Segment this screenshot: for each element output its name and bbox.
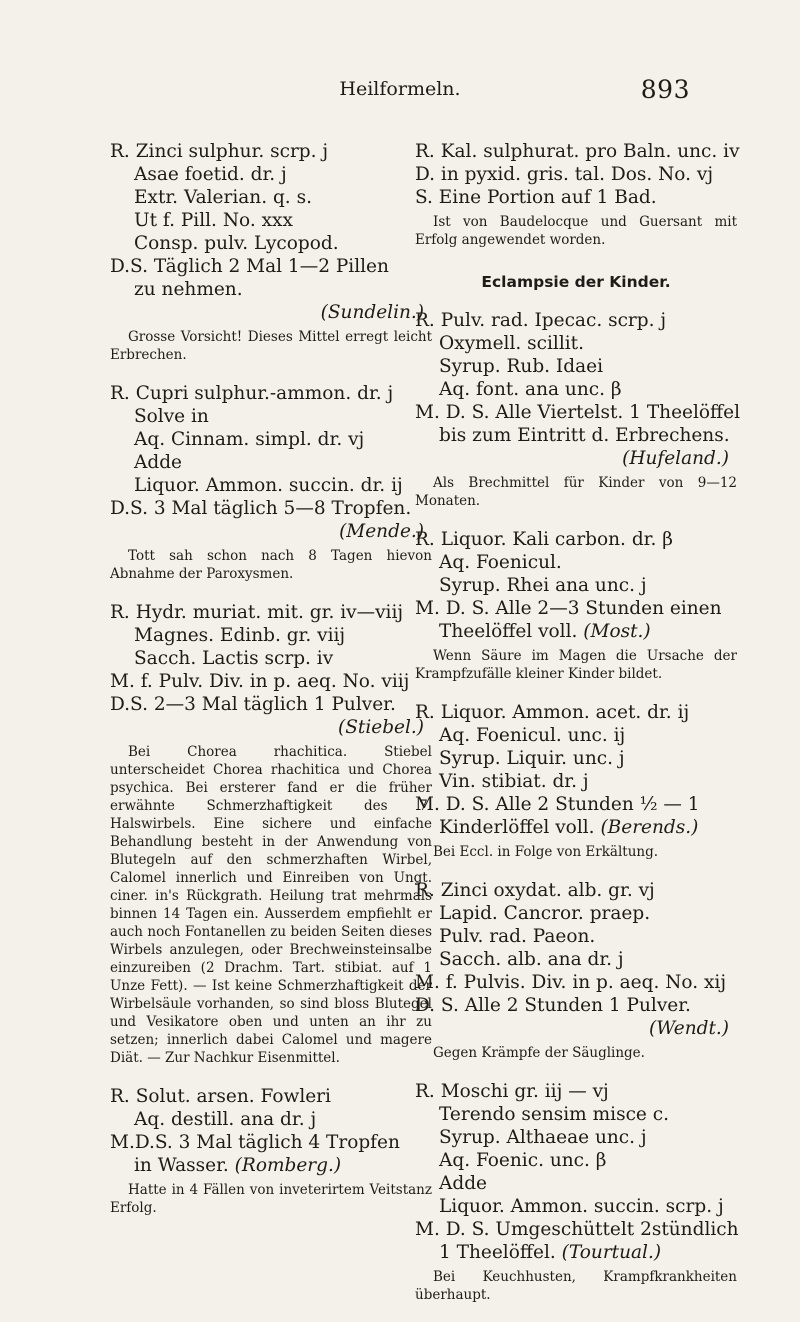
author-attribution: (Stiebel.) [338, 717, 424, 738]
prescription-line: Solve in [134, 406, 209, 427]
prescription-line: Aq. Foenicul. unc. ij [439, 725, 626, 746]
prescription-line: M. D. S. Alle 2 Stunden ½ — 1 [415, 794, 700, 815]
prescription-line: R. Moschi gr. iij — vj [415, 1081, 609, 1102]
prescription-block [110, 140, 432, 364]
prescription-block [110, 601, 432, 1067]
prescription-line: R. Kal. sulphurat. pro Baln. unc. iv [415, 141, 740, 162]
prescription-note: Gegen Krämpfe der Säuglinge. [433, 1045, 645, 1061]
prescription-line: Aq. font. ana unc. β [439, 379, 622, 400]
prescription-note: Bei Chorea rhachitica. Stiebel unterscheidet Chorea rhachitica und Chorea psychica. Bei ersterer fand er die früher erwähnte Schmerzhaftigkeit des 7. Halswirbels. Eine sichere und einfache Behandlung besteht in der Anwendung von Blutegeln auf den schmerzhaften Wirbel, Calomel innerlich und Einreiben von Ungt. ciner. in's Rückgrath. Heilung trat mehrmals binnen 14 Tagen ein. Ausserdem empfiehlt er auch noch Fontanellen zu beiden Seiten dieses Wirbels anzulegen, oder Brechweinsteinsalbe einzureiben (2 Drachm. Tart. stibiat. auf 1 Unze Fett). — Ist keine Schmerzhaftigkeit der Wirbelsäule vorhanden, so sind bloss Blutegel und Vesikatore oben und unten an ihr zu setzen; innerlich dabei Calomel und magere Diät. — Zur Nachkur Eisenmittel. [110, 744, 432, 1066]
prescription-line: Syrup. Rhei ana unc. j [439, 575, 647, 596]
prescription-line: Oxymell. scillit. [439, 333, 584, 354]
author-attribution: (Mende.) [339, 521, 424, 542]
prescription-line: R. Zinci oxydat. alb. gr. vj [415, 880, 655, 901]
author-attribution: (Most.) [583, 621, 651, 642]
prescription-line: M. D. S. Alle 2—3 Stunden einen [415, 598, 722, 619]
prescription-line: R. Hydr. muriat. mit. gr. iv—viij [110, 602, 404, 623]
prescription-line: Terendo sensim misce c. [439, 1104, 669, 1125]
prescription-note: Als Brechmittel für Kinder von 9—12 Monaten. [415, 475, 737, 509]
prescription-line: Consp. pulv. Lycopod. [134, 233, 339, 254]
prescription-line: R. Zinci sulphur. scrp. j [110, 141, 329, 162]
prescription-line: Aq. Foenic. unc. β [439, 1150, 607, 1171]
page-header [110, 75, 690, 108]
section-heading: Eclampsie der Kinder. [481, 273, 671, 291]
prescription-line: R. Solut. arsen. Fowleri [110, 1086, 331, 1107]
prescription-line: M. f. Pulv. Div. in p. aeq. No. viij [110, 671, 410, 692]
author-attribution: (Wendt.) [649, 1018, 729, 1039]
prescription-line: Magnes. Edinb. gr. viij [134, 625, 346, 646]
prescription-block [110, 382, 432, 583]
prescription-note: Ist von Baudelocque und Guersant mit Erfolg angewendet worden. [415, 214, 737, 248]
prescription-note: Tott sah schon nach 8 Tagen hievon Abnahme der Paroxysmen. [110, 548, 432, 582]
prescription-line: D. in pyxid. gris. tal. Dos. No. vj [415, 164, 714, 185]
prescription-line: D.S. 2—3 Mal täglich 1 Pulver. [110, 694, 396, 715]
prescription-note: Bei Eccl. in Folge von Erkältung. [433, 844, 659, 860]
prescription-line: R. Liquor. Ammon. acet. dr. ij [415, 702, 690, 723]
prescription-line: R. Cupri sulphur.-ammon. dr. j [110, 383, 394, 404]
prescription-line: Syrup. Althaeae unc. j [439, 1127, 647, 1148]
prescription-block [415, 701, 737, 861]
prescription-block [415, 1080, 737, 1304]
prescription-line: Sacch. alb. ana dr. j [439, 949, 624, 970]
prescription-note: Hatte in 4 Fällen von inveterirtem Veitstanz Erfolg. [110, 1182, 432, 1216]
prescription-line: Aq. Foenicul. [439, 552, 562, 573]
prescription-note: Wenn Säure im Magen die Ursache der Krampfzufälle kleiner Kinder bildet. [415, 648, 737, 682]
author-attribution: (Berends.) [600, 817, 699, 838]
prescription-line: Adde [134, 452, 182, 473]
prescription-line: R. Liquor. Kali carbon. dr. β [415, 529, 673, 550]
prescription-line: D. S. Alle 2 Stunden 1 Pulver. [415, 995, 691, 1016]
prescription-line [415, 1241, 737, 1264]
prescription-line: Pulv. rad. Paeon. [439, 926, 596, 947]
prescription-line: Asae foetid. dr. j [134, 164, 287, 185]
page-number: 893 [640, 75, 690, 104]
author-attribution: (Sundelin.) [320, 302, 424, 323]
prescription-block [415, 879, 737, 1062]
prescription-line [415, 620, 737, 643]
prescription-line-text: Theelöffel voll. [439, 621, 578, 642]
prescription-line: Liquor. Ammon. succin. scrp. j [439, 1196, 724, 1217]
prescription-line [415, 816, 737, 839]
author-attribution: (Romberg.) [234, 1155, 342, 1176]
prescription-block [415, 309, 741, 510]
prescription-block [110, 1085, 432, 1217]
prescription-line: D.S. 3 Mal täglich 5—8 Tropfen. [110, 498, 412, 519]
prescription-line: S. Eine Portion auf 1 Bad. [415, 187, 657, 208]
prescription-note: Grosse Vorsicht! Dieses Mittel erregt leicht Erbrechen. [110, 329, 432, 363]
prescription-line: Syrup. Liquir. unc. j [439, 748, 625, 769]
prescription-line: Liquor. Ammon. succin. dr. ij [134, 475, 403, 496]
prescription-line: Aq. Cinnam. simpl. dr. vj [134, 429, 365, 450]
prescription-line: M. D. S. Umgeschüttelt 2stündlich [415, 1219, 739, 1240]
left-column [110, 140, 432, 1235]
prescription-block [415, 140, 740, 249]
author-attribution: (Tourtual.) [561, 1242, 662, 1263]
prescription-line: Aq. destill. ana dr. j [134, 1109, 317, 1130]
prescription-line: zu nehmen. [134, 279, 243, 300]
prescription-line: M. f. Pulvis. Div. in p. aeq. No. xij [415, 972, 727, 993]
prescription-line-text: Kinderlöffel voll. [439, 817, 595, 838]
prescription-line: R. Pulv. rad. Ipecac. scrp. j [415, 310, 667, 331]
right-column [415, 140, 741, 1322]
prescription-line-text: in Wasser. [134, 1155, 229, 1176]
prescription-line: Sacch. Lactis scrp. iv [134, 648, 334, 669]
prescription-line: Syrup. Rub. Idaei [439, 356, 603, 377]
prescription-line: Extr. Valerian. q. s. [134, 187, 312, 208]
prescription-line [110, 1154, 432, 1177]
prescription-line: M.D.S. 3 Mal täglich 4 Tropfen [110, 1132, 400, 1153]
author-attribution: (Hufeland.) [622, 448, 729, 469]
prescription-line: bis zum Eintritt d. Erbrechens. [439, 425, 730, 446]
prescription-line: D.S. Täglich 2 Mal 1—2 Pillen [110, 256, 389, 277]
prescription-note: Bei Keuchhusten, Krampfkrankheiten überhaupt. [415, 1269, 737, 1303]
prescription-line-text: 1 Theelöffel. [439, 1242, 556, 1263]
prescription-line: Ut f. Pill. No. xxx [134, 210, 293, 231]
running-title: Heilformeln. [339, 78, 461, 100]
prescription-line: Adde [439, 1173, 487, 1194]
prescription-line: M. D. S. Alle Viertelst. 1 Theelöffel [415, 402, 741, 423]
prescription-line: Lapid. Cancror. praep. [439, 903, 651, 924]
prescription-line: Vin. stibiat. dr. j [439, 771, 589, 792]
prescription-block [415, 528, 737, 683]
